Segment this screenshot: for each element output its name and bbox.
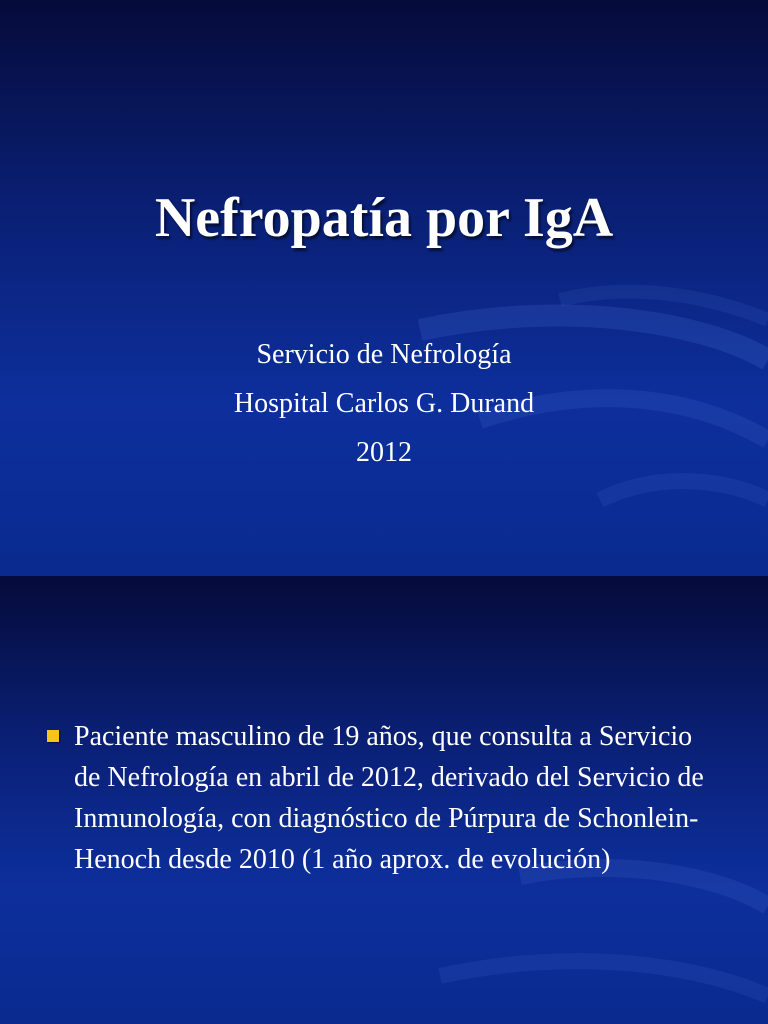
bullet-list	[44, 716, 724, 880]
subtitle-department: Servicio de Nefrología	[256, 339, 512, 370]
slide-title: Nefropatía por IgA	[154, 187, 614, 249]
list-item	[44, 716, 724, 880]
square-bullet-icon	[47, 730, 59, 742]
slide-subtitle	[0, 330, 768, 477]
bullet-text: Paciente masculino de 19 años, que consulta a Servicio de Nefrología en abril de 2012, derivado del Servicio de Inmunología, con diagnóstico de Púrpura de Schonlein-Henoch desde 2010 (1 año aprox. de evolución)	[74, 721, 704, 875]
subtitle-year: 2012	[356, 437, 412, 468]
subtitle-hospital: Hospital Carlos G. Durand	[233, 388, 535, 419]
content-slide	[0, 576, 768, 1024]
